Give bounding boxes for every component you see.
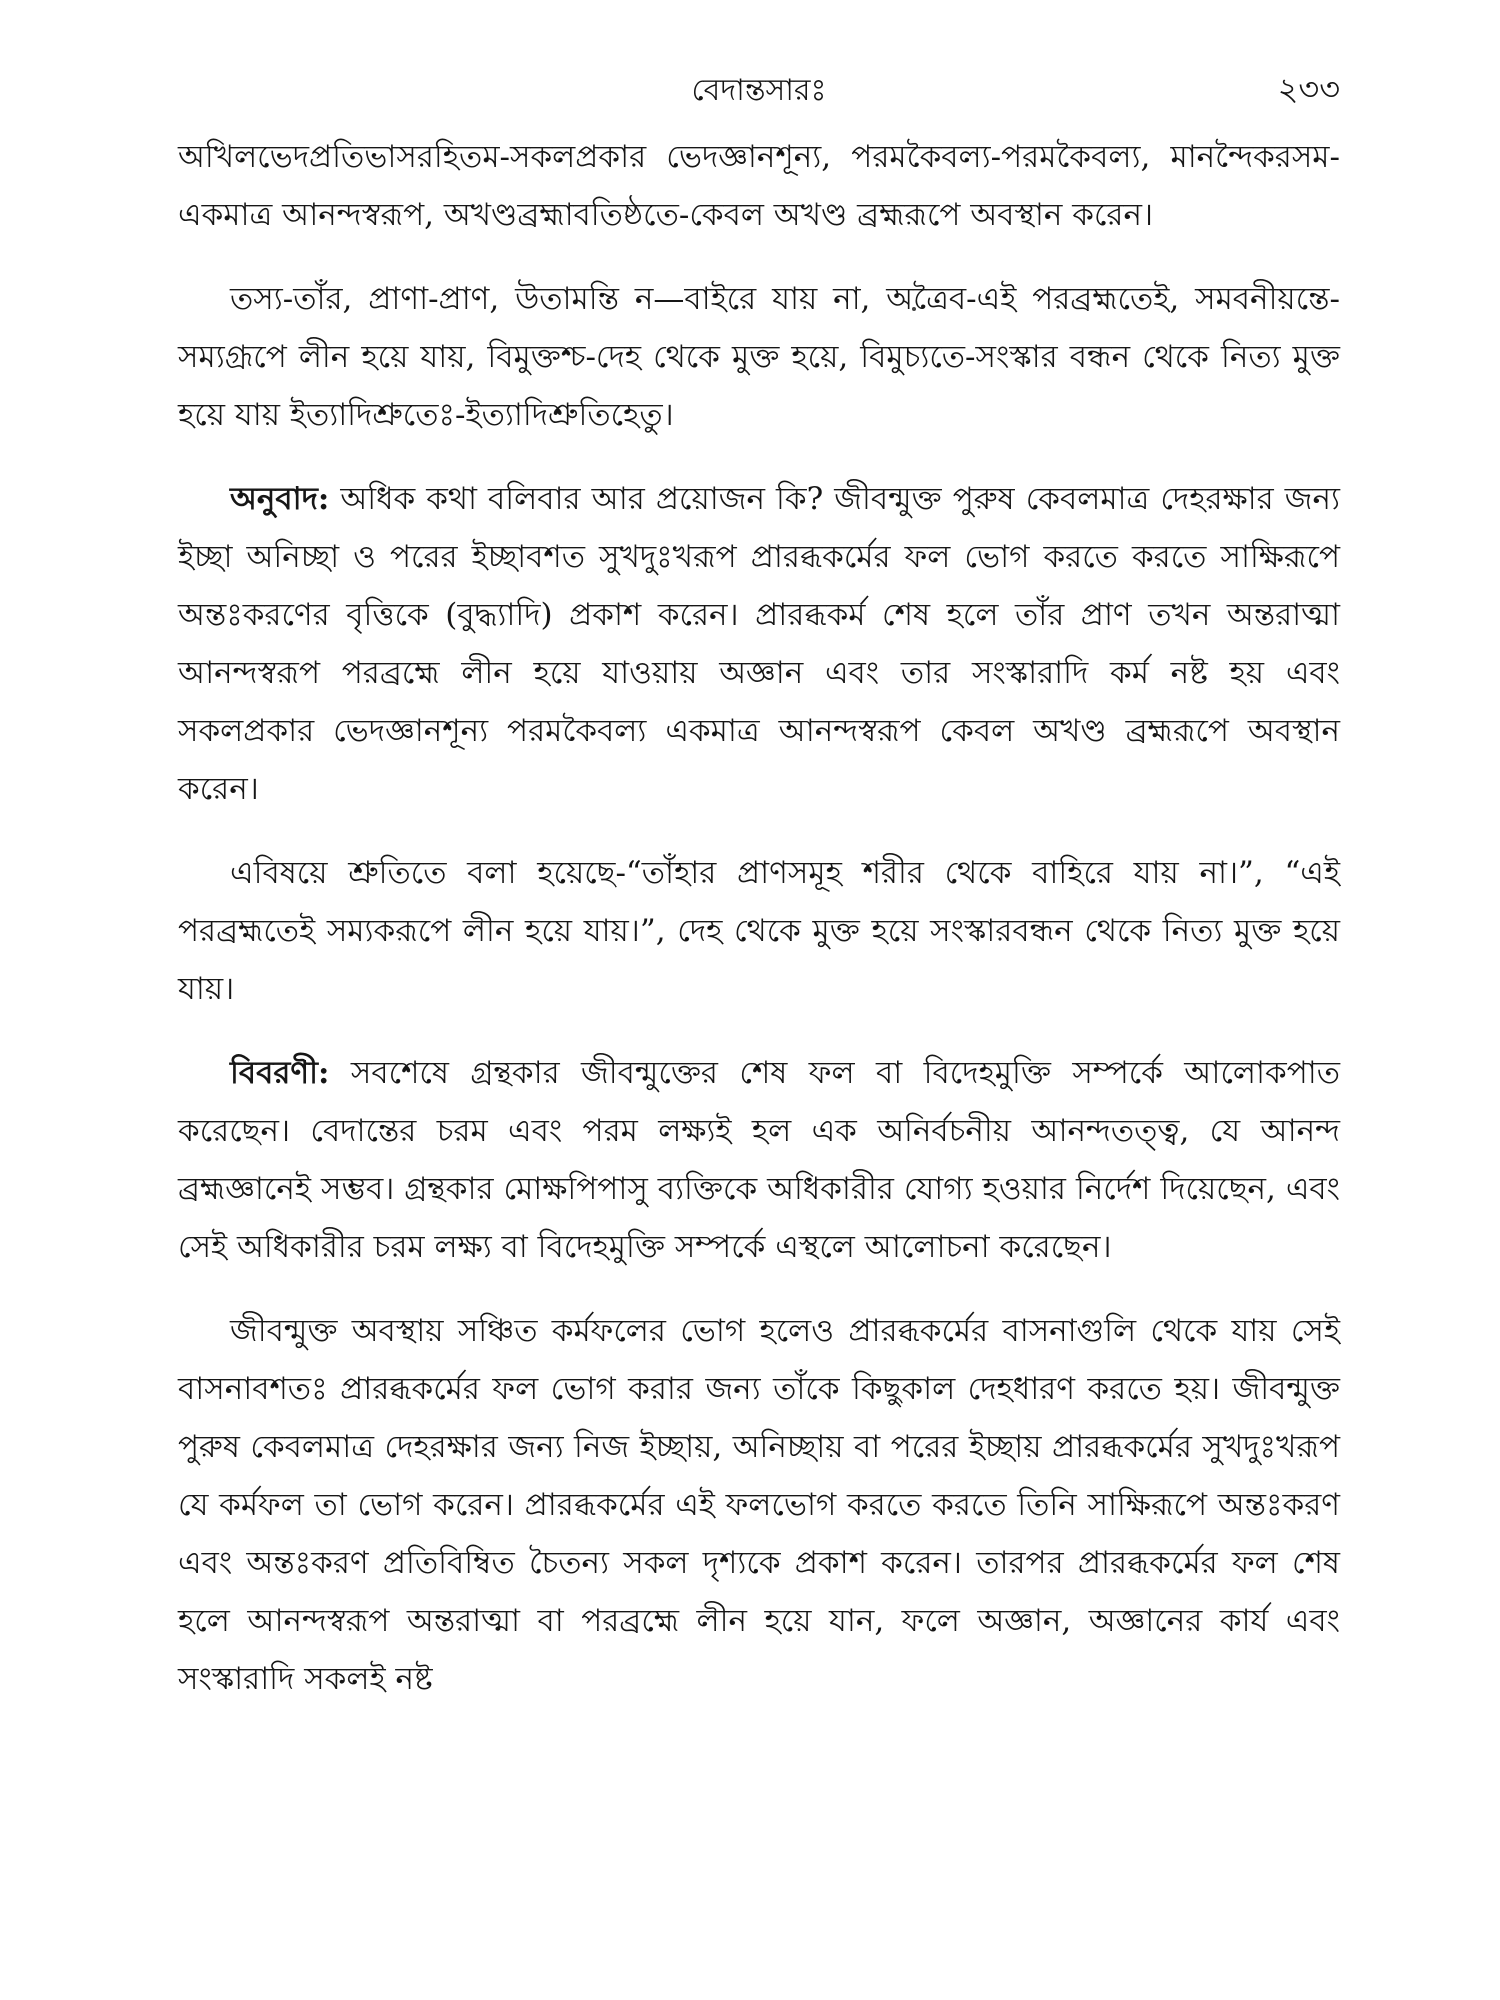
commentary-text: সবশেষে গ্রন্থকার জীবন্মুক্তের শেষ ফল বা বিদেহমুক্তি সম্পর্কে আলোকপাত করেছেন। বেদান্তের চরম এবং পরম লক্ষ্যই হল এক অনির্বচনীয় আনন্দতত্ত্ব, যে আনন্দ ব্রহ্মজ্ঞানেই সম্ভব। গ্রন্থকার মোক্ষপিপাসু ব্যক্তিকে অধিকারীর যোগ্য হওয়ার নির্দেশ দিয়েছেন, এবং সেই অধিকারীর চরম লক্ষ্য বা বিদেহমুক্তি সম্পর্কে এস্থলে আলোচনা করেছেন। (178, 1055, 1340, 1265)
running-head (178, 58, 1340, 118)
paragraph-translation (178, 470, 1340, 818)
page-number: ২৩৩ (1277, 70, 1340, 108)
paragraph-commentary (178, 1044, 1340, 1276)
commentary-label: বিবরণী: (230, 1055, 330, 1091)
paragraph-scripture-quote: এবিষয়ে শ্রুতিতে বলা হয়েছে-“তাঁহার প্রাণসমূহ শরীর থেকে বাহিরে যায় না।”, “এই পরব্রহ্মতেই সম্যকরূপে লীন হয়ে যায়।”, দেহ থেকে মুক্ত হয়ে সংস্কারবন্ধন থেকে নিত্য মুক্ত হয়ে যায়। (178, 855, 1340, 1007)
paragraph-explanation: জীবন্মুক্ত অবস্থায় সঞ্চিত কর্মফলের ভোগ হলেও প্রারব্ধকর্মের বাসনাগুলি থেকে যায় সেই বাসনাবশতঃ প্রারব্ধকর্মের ফল ভোগ করার জন্য তাঁকে কিছুকাল দেহধারণ করতে হয়। জীবন্মুক্ত পুরুষ কেবলমাত্র দেহরক্ষার জন্য নিজ ইচ্ছায়, অনিচ্ছায় বা পরের ইচ্ছায় প্রারব্ধকর্মের সুখদুঃখরূপ যে কর্মফল তা ভোগ করেন। প্রারব্ধকর্মের এই ফলভোগ করতে করতে তিনি সাক্ষিরূপে অন্তঃকরণ এবং অন্তঃকরণ প্রতিবিম্বিত চৈতন্য সকল দৃশ্যকে প্রকাশ করেন। তারপর প্রারব্ধকর্মের ফল শেষ হলে আনন্দস্বরূপ অন্তরাত্মা বা পরব্রহ্মে লীন হয়ে যান, ফলে অজ্ঞান, অজ্ঞানের কার্য এবং সংস্কারাদি সকলই নষ্ট (178, 1313, 1340, 1697)
running-head-title: বেদান্তসারঃ (691, 73, 827, 108)
paragraph-word-glossary: তস্য-তাঁর, প্রাণা-প্রাণ, উতামন্তি ন—বাইরে যায় না, অত্রৈব-এই পরব্রহ্মতেই, সমবনীয়ন্তে- সম্যগ্রূপে লীন হয়ে যায়, বিমুক্তশ্চ-দেহ থেকে মুক্ত হয়ে, বিমুচ্যতে-সংস্কার বন্ধন থেকে নিত্য মুক্ত হয়ে যায় ইত্যাদিশ্রুতেঃ-ইত্যাদিশ্রুতিহেতু। (178, 281, 1340, 433)
page-body (178, 128, 1340, 1734)
translation-label: অনুবাদ: (230, 481, 330, 517)
paragraph-word-glossary-continued: অখিলভেদপ্রতিভাসরহিতম-সকলপ্রকার ভেদজ্ঞানশূন্য, পরমকৈবল্য-পরমকৈবল্য, মানন্দৈকরসম-একমাত্র আনন্দস্বরূপ, অখণ্ডব্রহ্মাবতিষ্ঠতে-কেবল অখণ্ড ব্রহ্মরূপে অবস্থান করেন। (178, 139, 1340, 233)
translation-text: অধিক কথা বলিবার আর প্রয়োজন কি? জীবন্মুক্ত পুরুষ কেবলমাত্র দেহরক্ষার জন্য ইচ্ছা অনিচ্ছা ও পরের ইচ্ছাবশত সুখদুঃখরূপ প্রারব্ধকর্মের ফল ভোগ করতে করতে সাক্ষিরূপে অন্তঃকরণের বৃত্তিকে (বুদ্ধ্যাদি) প্রকাশ করেন। প্রারব্ধকর্ম শেষ হলে তাঁর প্রাণ তখন অন্তরাত্মা আনন্দস্বরূপ পরব্রহ্মে লীন হয়ে যাওয়ায় অজ্ঞান এবং তার সংস্কারাদি কর্ম নষ্ট হয় এবং সকলপ্রকার ভেদজ্ঞানশূন্য পরমকৈবল্য একমাত্র আনন্দস্বরূপ কেবল অখণ্ড ব্রহ্মরূপে অবস্থান করেন। (178, 481, 1340, 807)
